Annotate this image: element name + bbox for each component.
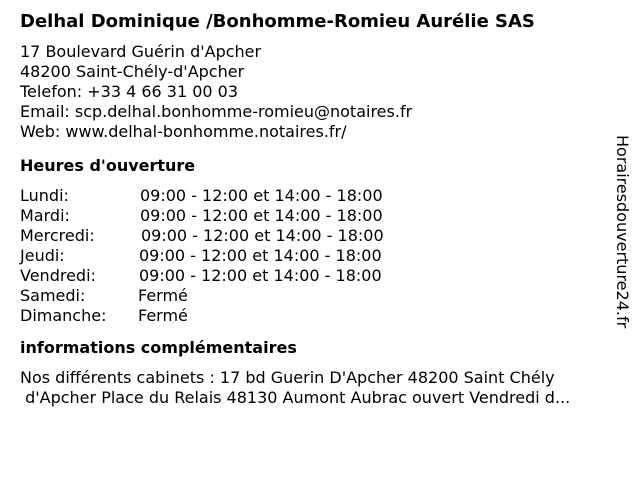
business-card — [20, 10, 610, 408]
address-city: 48200 Saint-Chély-d'Apcher — [20, 62, 245, 81]
time-value: 09:00 - 12:00 et 14:00 - 18:00 — [139, 266, 382, 285]
site-watermark: Horairesdouverture24.fr — [613, 135, 632, 329]
hours-row-tuesday — [20, 206, 610, 226]
info-line-2: d'Apcher Place du Relais 48130 Aumont Aubrac ouvert Vendredi d... — [20, 388, 571, 407]
time-value: Fermé — [138, 286, 188, 305]
time-value: 09:00 - 12:00 et 14:00 - 18:00 — [140, 206, 383, 225]
hours-row-friday — [20, 266, 610, 286]
email-line: Email: scp.delhal.bonhomme-romieu@notaires.fr — [20, 102, 413, 121]
address-street: 17 Boulevard Guérin d'Apcher — [20, 42, 262, 61]
hours-row-sunday — [20, 306, 610, 326]
day-label: Vendredi: — [20, 266, 96, 285]
day-label: Samedi: — [20, 286, 86, 305]
hours-list — [20, 186, 610, 326]
hours-row-monday — [20, 186, 610, 206]
day-label: Lundi: — [20, 186, 69, 205]
time-value: 09:00 - 12:00 et 14:00 - 18:00 — [140, 186, 383, 205]
company-name: Delhal Dominique /Bonhomme-Romieu Aurélie SAS — [20, 11, 535, 32]
info-heading: informations complémentaires — [20, 338, 297, 357]
time-value: Fermé — [138, 306, 188, 325]
hours-row-saturday — [20, 286, 610, 306]
day-label: Dimanche: — [20, 306, 107, 325]
hours-row-wednesday — [20, 226, 610, 246]
time-value: 09:00 - 12:00 et 14:00 - 18:00 — [141, 226, 384, 245]
hours-row-thursday — [20, 246, 610, 266]
hours-heading: Heures d'ouverture — [20, 156, 196, 175]
info-line-1: Nos différents cabinets : 17 bd Guerin D'Apcher 48200 Saint Chély — [20, 368, 555, 387]
day-label: Jeudi: — [20, 246, 65, 265]
time-value: 09:00 - 12:00 et 14:00 - 18:00 — [139, 246, 382, 265]
day-label: Mercredi: — [20, 226, 95, 245]
day-label: Mardi: — [20, 206, 70, 225]
phone-line: Telefon: +33 4 66 31 00 03 — [20, 82, 239, 101]
web-line: Web: www.delhal-bonhomme.notaires.fr/ — [20, 122, 347, 141]
